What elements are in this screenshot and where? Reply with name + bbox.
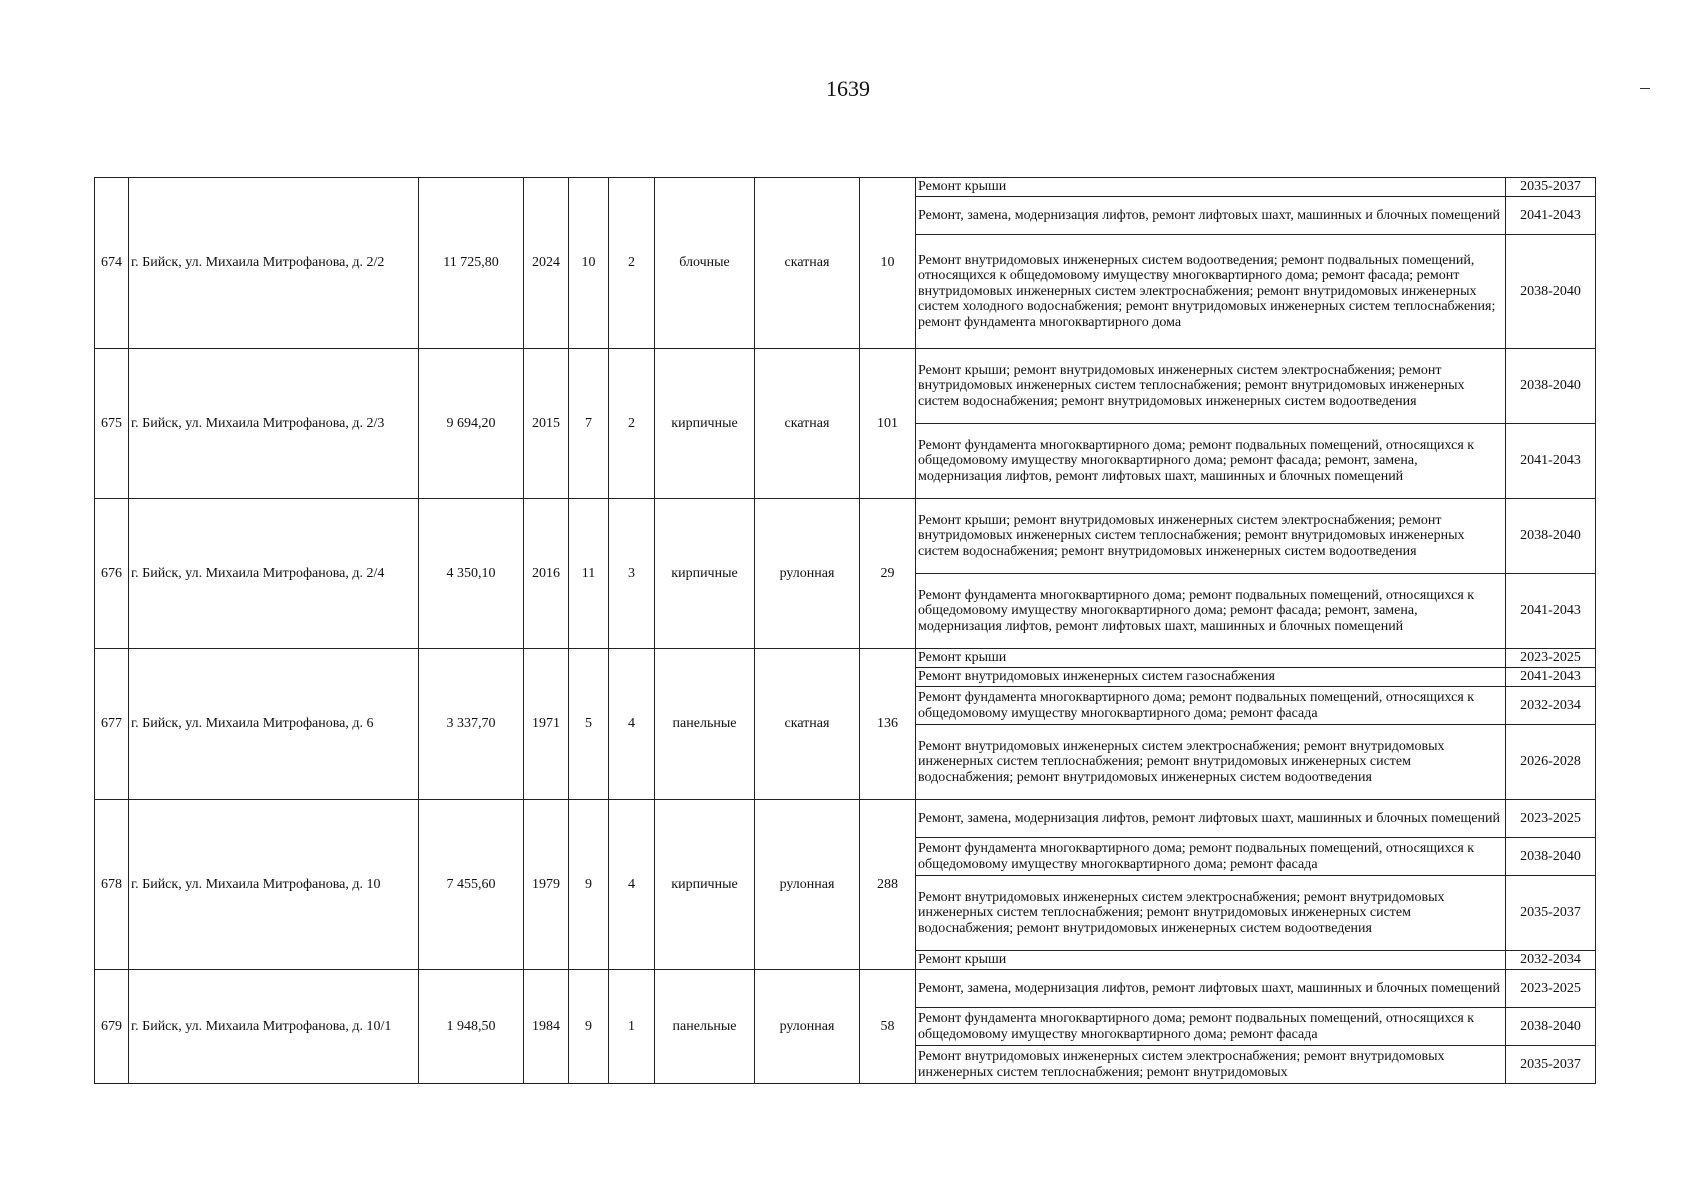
work-description: Ремонт внутридомовых инженерных систем электроснабжения; ремонт внутридомовых инженерных систем теплоснабжения; ремонт внутридомовых <box>916 1046 1506 1084</box>
work-description: Ремонт фундамента многоквартирного дома; ремонт подвальных помещений, относящихся к общедомовому имуществу многоквартирного дома; ремонт фасада <box>916 687 1506 725</box>
commission-year: 2024 <box>524 178 569 349</box>
building-address: г. Бийск, ул. Михаила Митрофанова, д. 6 <box>129 649 419 800</box>
table-row <box>95 800 1596 838</box>
work-description: Ремонт крыши <box>916 178 1506 197</box>
floors-count: 9 <box>569 800 609 970</box>
total-area: 3 337,70 <box>419 649 524 800</box>
work-period: 2038-2040 <box>1506 349 1596 424</box>
entrances-count: 4 <box>609 649 655 800</box>
work-description: Ремонт крыши; ремонт внутридомовых инженерных систем электроснабжения; ремонт внутридомовых инженерных систем теплоснабжения; ремонт внутридомовых инженерных систем водоснабжения; ремонт внутридомовых инженерных систем водоотведения <box>916 499 1506 574</box>
apartments-count: 58 <box>860 970 916 1084</box>
wall-material: панельные <box>655 649 755 800</box>
work-description: Ремонт фундамента многоквартирного дома; ремонт подвальных помещений, относящихся к общедомовому имуществу многоквартирного дома; ремонт фасада; ремонт, замена, модернизация лифтов, ремонт лифтовых шахт, машинных и блочных помещений <box>916 574 1506 649</box>
work-description: Ремонт внутридомовых инженерных систем газоснабжения <box>916 668 1506 687</box>
row-number: 679 <box>95 970 129 1084</box>
wall-material: панельные <box>655 970 755 1084</box>
work-period: 2038-2040 <box>1506 1008 1596 1046</box>
floors-count: 5 <box>569 649 609 800</box>
commission-year: 1979 <box>524 800 569 970</box>
work-period: 2032-2034 <box>1506 687 1596 725</box>
work-description: Ремонт крыши; ремонт внутридомовых инженерных систем электроснабжения; ремонт внутридомовых инженерных систем теплоснабжения; ремонт внутридомовых инженерных систем водоснабжения; ремонт внутридомовых инженерных систем водоотведения <box>916 349 1506 424</box>
table-row <box>95 649 1596 668</box>
wall-material: кирпичные <box>655 499 755 649</box>
building-address: г. Бийск, ул. Михаила Митрофанова, д. 2/2 <box>129 178 419 349</box>
apartments-count: 10 <box>860 178 916 349</box>
row-number: 678 <box>95 800 129 970</box>
work-description: Ремонт фундамента многоквартирного дома; ремонт подвальных помещений, относящихся к общедомовому имуществу многоквартирного дома; ремонт фасада <box>916 1008 1506 1046</box>
building-address: г. Бийск, ул. Михаила Митрофанова, д. 10/1 <box>129 970 419 1084</box>
work-period: 2041-2043 <box>1506 668 1596 687</box>
work-period: 2038-2040 <box>1506 235 1596 349</box>
work-period: 2023-2025 <box>1506 800 1596 838</box>
commission-year: 2016 <box>524 499 569 649</box>
work-description: Ремонт внутридомовых инженерных систем электроснабжения; ремонт внутридомовых инженерных систем теплоснабжения; ремонт внутридомовых инженерных систем водоснабжения; ремонт внутридомовых инженерных систем водоотведения <box>916 725 1506 800</box>
entrances-count: 3 <box>609 499 655 649</box>
floors-count: 9 <box>569 970 609 1084</box>
work-description: Ремонт внутридомовых инженерных систем водоотведения; ремонт подвальных помещений, относящихся к общедомовому имуществу многоквартирного дома; ремонт фасада; ремонт внутридомовых инженерных систем электроснабжения; ремонт внутридомовых инженерных систем холодного водоснабжения; ремонт внутридомовых инженерных систем теплоснабжения; ремонт фундамента многоквартирного дома <box>916 235 1506 349</box>
work-description: Ремонт, замена, модернизация лифтов, ремонт лифтовых шахт, машинных и блочных помещений <box>916 970 1506 1008</box>
total-area: 4 350,10 <box>419 499 524 649</box>
entrances-count: 1 <box>609 970 655 1084</box>
entrances-count: 4 <box>609 800 655 970</box>
work-period: 2041-2043 <box>1506 197 1596 235</box>
row-number: 674 <box>95 178 129 349</box>
apartments-count: 29 <box>860 499 916 649</box>
work-period: 2038-2040 <box>1506 499 1596 574</box>
total-area: 9 694,20 <box>419 349 524 499</box>
work-period: 2032-2034 <box>1506 951 1596 970</box>
table-body <box>95 178 1596 1084</box>
wall-material: блочные <box>655 178 755 349</box>
row-number: 675 <box>95 349 129 499</box>
table-row <box>95 178 1596 197</box>
roof-type: скатная <box>755 178 860 349</box>
floors-count: 10 <box>569 178 609 349</box>
work-description: Ремонт крыши <box>916 951 1506 970</box>
roof-type: скатная <box>755 349 860 499</box>
row-number: 676 <box>95 499 129 649</box>
total-area: 7 455,60 <box>419 800 524 970</box>
work-period: 2035-2037 <box>1506 178 1596 197</box>
work-period: 2035-2037 <box>1506 876 1596 951</box>
table-row <box>95 349 1596 424</box>
work-period: 2026-2028 <box>1506 725 1596 800</box>
page-number: 1639 <box>826 76 870 101</box>
table-row <box>95 499 1596 574</box>
work-period: 2023-2025 <box>1506 649 1596 668</box>
work-description: Ремонт фундамента многоквартирного дома; ремонт подвальных помещений, относящихся к общедомовому имуществу многоквартирного дома; ремонт фасада <box>916 838 1506 876</box>
floors-count: 7 <box>569 349 609 499</box>
roof-type: рулонная <box>755 800 860 970</box>
row-number: 677 <box>95 649 129 800</box>
commission-year: 1971 <box>524 649 569 800</box>
building-address: г. Бийск, ул. Михаила Митрофанова, д. 2/4 <box>129 499 419 649</box>
work-description: Ремонт, замена, модернизация лифтов, ремонт лифтовых шахт, машинных и блочных помещений <box>916 197 1506 235</box>
work-period: 2023-2025 <box>1506 970 1596 1008</box>
work-period: 2041-2043 <box>1506 574 1596 649</box>
building-address: г. Бийск, ул. Михаила Митрофанова, д. 2/3 <box>129 349 419 499</box>
entrances-count: 2 <box>609 178 655 349</box>
work-period: 2041-2043 <box>1506 424 1596 499</box>
work-description: Ремонт крыши <box>916 649 1506 668</box>
entrances-count: 2 <box>609 349 655 499</box>
total-area: 11 725,80 <box>419 178 524 349</box>
total-area: 1 948,50 <box>419 970 524 1084</box>
wall-material: кирпичные <box>655 800 755 970</box>
apartments-count: 101 <box>860 349 916 499</box>
margin-mark <box>1640 88 1650 89</box>
work-period: 2038-2040 <box>1506 838 1596 876</box>
work-description: Ремонт внутридомовых инженерных систем электроснабжения; ремонт внутридомовых инженерных систем теплоснабжения; ремонт внутридомовых инженерных систем водоснабжения; ремонт внутридомовых инженерных систем водоотведения <box>916 876 1506 951</box>
apartments-count: 136 <box>860 649 916 800</box>
work-period: 2035-2037 <box>1506 1046 1596 1084</box>
roof-type: рулонная <box>755 970 860 1084</box>
roof-type: рулонная <box>755 499 860 649</box>
building-address: г. Бийск, ул. Михаила Митрофанова, д. 10 <box>129 800 419 970</box>
work-description: Ремонт, замена, модернизация лифтов, ремонт лифтовых шахт, машинных и блочных помещений <box>916 800 1506 838</box>
roof-type: скатная <box>755 649 860 800</box>
wall-material: кирпичные <box>655 349 755 499</box>
commission-year: 1984 <box>524 970 569 1084</box>
apartments-count: 288 <box>860 800 916 970</box>
work-description: Ремонт фундамента многоквартирного дома; ремонт подвальных помещений, относящихся к общедомовому имуществу многоквартирного дома; ремонт фасада; ремонт, замена, модернизация лифтов, ремонт лифтовых шахт, машинных и блочных помещений <box>916 424 1506 499</box>
floors-count: 11 <box>569 499 609 649</box>
capital-repair-table <box>94 177 1596 1084</box>
table-row <box>95 970 1596 1008</box>
commission-year: 2015 <box>524 349 569 499</box>
